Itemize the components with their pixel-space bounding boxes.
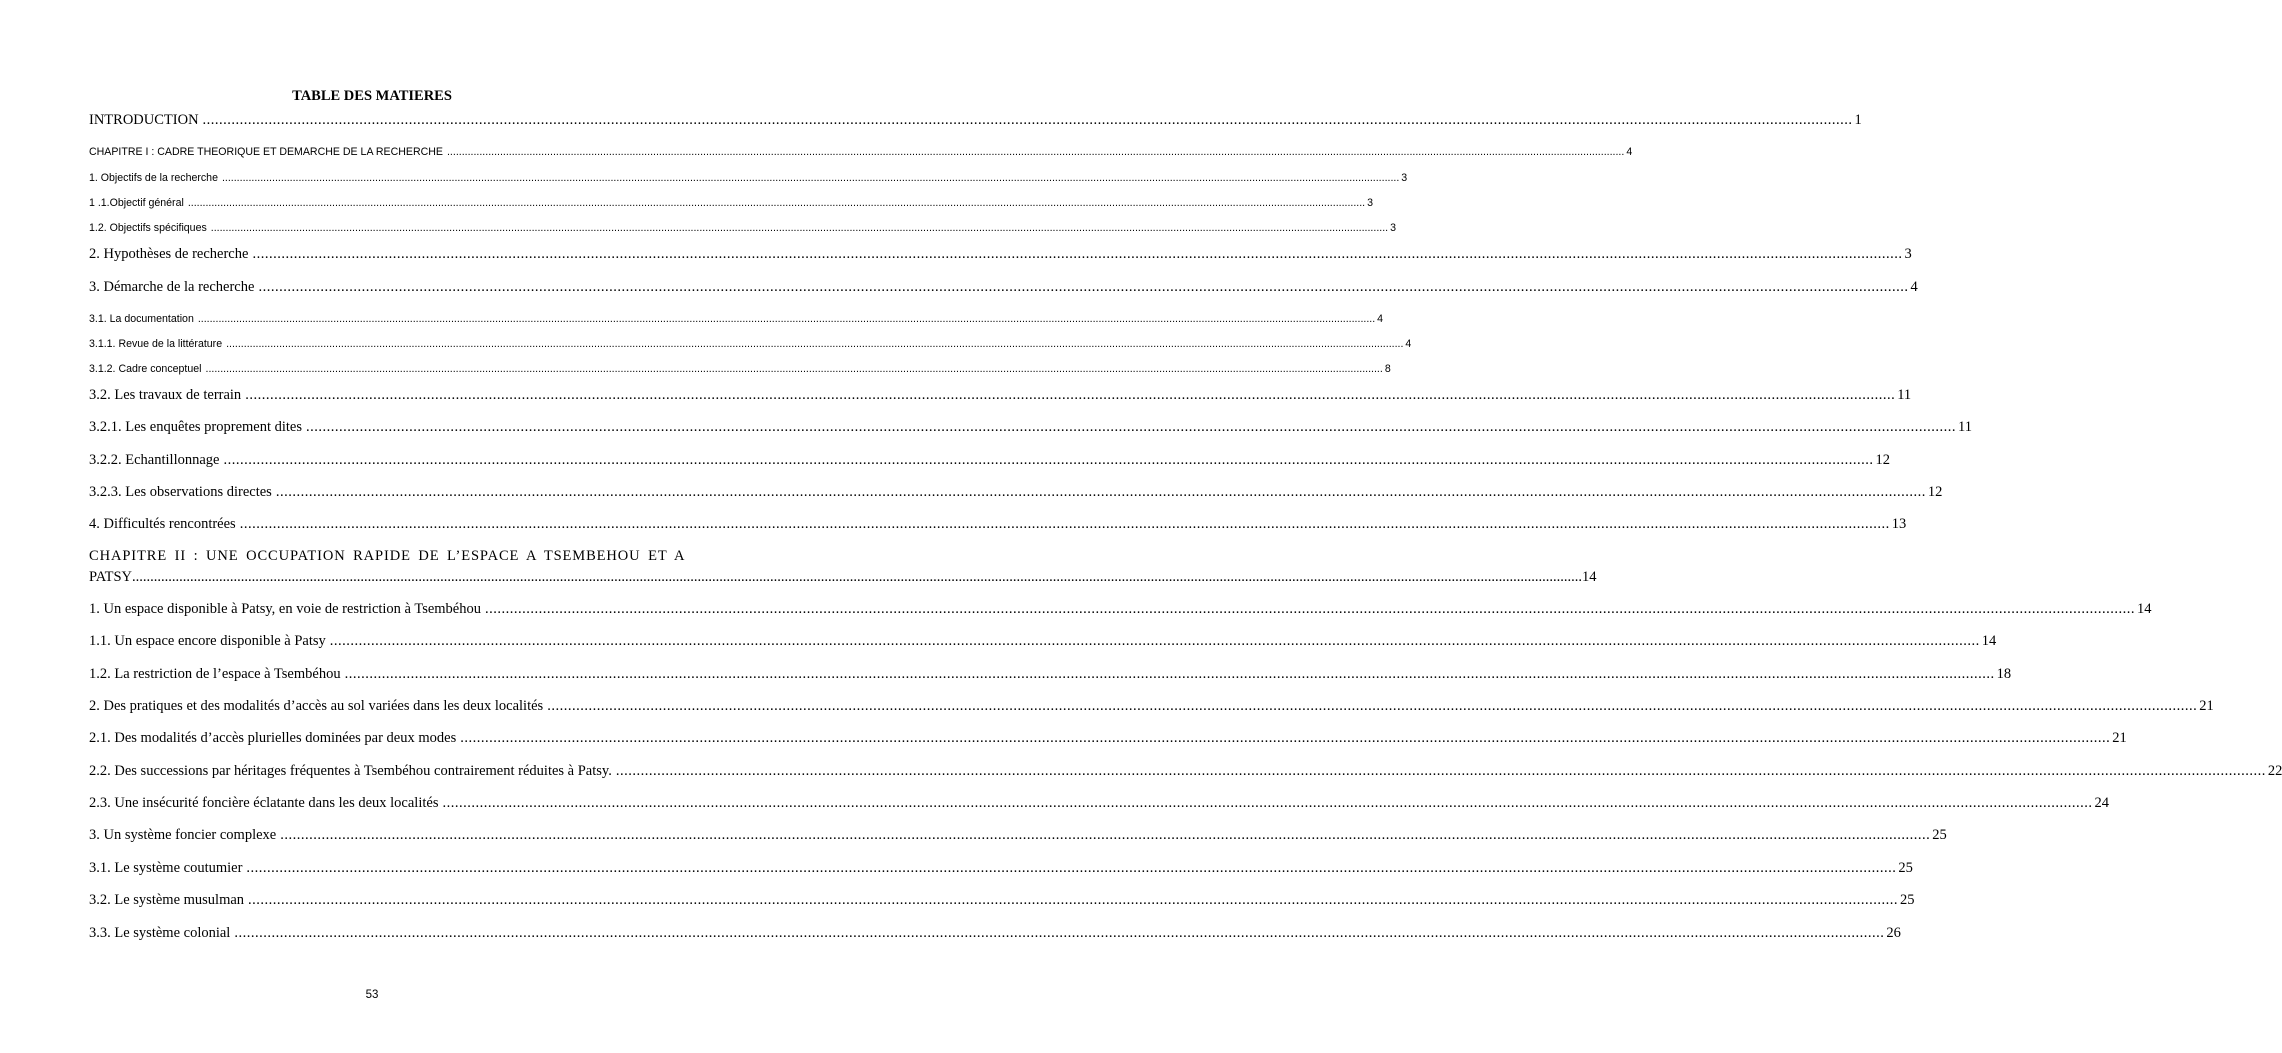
toc-entry-page: 3 [1401,172,1408,184]
dot-leader: ................................................................................................................................................................................................................................................................................................................................................................................................................ [223,452,1874,468]
toc-entry-label: 3. Un système foncier complexe [89,827,277,843]
toc-entry-page: 14 [1582,569,1597,585]
dot-leader: ................................................................................................................................................................................................................................................................................................................................................................................................................ [226,338,1404,350]
toc-entry[interactable] [89,222,1397,234]
toc-entry-page: 4 [1405,338,1412,350]
toc-entry-label: 1.2. La restriction de l’espace à Tsembéhou [89,666,341,682]
toc-entry-page: 25 [1932,827,1947,843]
toc-entry-label: 1. Objectifs de la recherche [89,172,218,184]
toc-entry-page: 4 [1626,146,1633,158]
toc-entry[interactable] [89,112,1862,129]
dot-leader: ................................................................................................................................................................................................................................................................................................................................................................................................................ [280,827,1931,843]
toc-entry[interactable] [89,172,1408,184]
toc-entry-page: 25 [1898,860,1913,876]
toc-entry-page: 21 [2199,698,2214,714]
toc-entry[interactable] [89,633,1997,650]
toc-entry-label: 3.1.1. Revue de la littérature [89,338,223,350]
dot-leader: ................................................................................................................................................................................................................................................................................................................................................................................................................ [485,601,2135,617]
toc-entry-page: 8 [1384,363,1391,375]
dot-leader: ................................................................................................................................................................................................................................................................................................................................................................................................................ [275,484,1926,500]
toc-entry[interactable] [89,860,1913,877]
dot-leader: ................................................................................................................................................................................................................................................................................................................................................................................................................ [132,569,1582,585]
toc-entry-page: 12 [1875,452,1890,468]
toc-entry[interactable] [89,246,1912,263]
page-number: 53 [365,989,379,1001]
toc-entry[interactable] [89,197,1374,209]
toc-entry-label: 3.2.2. Echantillonnage [89,452,220,468]
toc-entry-label: CHAPITRE II : UNE OCCUPATION RAPIDE DE L’ESPACE A TSEMBEHOU ET A [89,548,686,564]
toc-entry[interactable] [89,363,1391,375]
toc-entry[interactable] [89,601,2152,618]
toc-entry-label: 2. Des pratiques et des modalités d’accès au sol variées dans les deux localités [89,698,544,714]
toc-entry-label: INTRODUCTION [89,112,199,128]
toc-entry-page: 25 [1900,892,1915,908]
toc-title: TABLE DES MATIERES [292,88,452,104]
toc-entry[interactable] [89,313,1384,325]
toc-entry-label: 3.2. Le système musulman [89,892,245,908]
toc-entry[interactable] [89,666,2012,683]
toc-entry-page: 4 [1377,313,1384,325]
toc-entry-page: 14 [2137,601,2152,617]
toc-entry-label: 3. Démarche de la recherche [89,279,255,295]
dot-leader: ................................................................................................................................................................................................................................................................................................................................................................................................................ [187,197,1366,209]
toc-entry-page: 3 [1390,222,1397,234]
toc-entry-label: 3.1. La documentation [89,313,194,325]
dot-leader: ................................................................................................................................................................................................................................................................................................................................................................................................................ [329,633,1980,649]
dot-leader: ................................................................................................................................................................................................................................................................................................................................................................................................................ [258,279,1909,295]
toc-entry-label: 3.1.2. Cadre conceptuel [89,363,202,375]
toc-entry-page: 13 [1891,516,1907,532]
toc-entry-label: CHAPITRE I : CADRE THEORIQUE ET DEMARCHE DE LA RECHERCHE [89,146,443,158]
dot-leader: ................................................................................................................................................................................................................................................................................................................................................................................................................ [547,698,2198,714]
dot-leader: ................................................................................................................................................................................................................................................................................................................................................................................................................ [446,146,1625,158]
toc-entry-page: 18 [1996,666,2012,682]
toc-entry-page: 24 [2094,795,2109,811]
toc-entry-page: 4 [1910,279,1918,295]
toc-entry[interactable] [89,146,1633,158]
toc-entry-label: 1 .1.Objectif général [89,197,184,209]
toc-entry-label: 1.2. Objectifs spécifiques [89,222,207,234]
toc-entry-label: 3.2. Les travaux de terrain [89,387,242,403]
toc-entry-page: 1 [1854,112,1862,128]
dot-leader: ................................................................................................................................................................................................................................................................................................................................................................................................................ [344,666,1995,682]
toc-entry[interactable] [89,279,1918,296]
toc-entry-label: 2. Hypothèses de recherche [89,246,249,262]
toc-entry-page: 3 [1367,197,1374,209]
dot-leader: ................................................................................................................................................................................................................................................................................................................................................................................................................ [239,516,1890,532]
dot-leader: ................................................................................................................................................................................................................................................................................................................................................................................................................ [246,860,1897,876]
toc-entry-label: 2.1. Des modalités d’accès plurielles dominées par deux modes [89,730,457,746]
dot-leader: ................................................................................................................................................................................................................................................................................................................................................................................................................ [234,925,1885,941]
toc-entry-label: 3.2.1. Les enquêtes proprement dites [89,419,303,435]
dot-leader: ................................................................................................................................................................................................................................................................................................................................................................................................................ [306,419,1957,435]
dot-leader: ................................................................................................................................................................................................................................................................................................................................................................................................................ [205,363,1383,375]
toc-entry[interactable] [89,516,1907,533]
toc-entry-label-continued: PATSY [89,569,132,585]
toc-entry[interactable] [89,338,1412,350]
dot-leader: ................................................................................................................................................................................................................................................................................................................................................................................................................ [252,246,1903,262]
toc-entry-page: 3 [1904,246,1912,262]
toc-entry-page: 21 [2112,730,2127,746]
toc-entry-page: 11 [1958,419,1972,435]
dot-leader: ................................................................................................................................................................................................................................................................................................................................................................................................................ [221,172,1400,184]
dot-leader: ................................................................................................................................................................................................................................................................................................................................................................................................................ [197,313,1376,325]
toc-entry[interactable] [89,763,2282,780]
dot-leader: ................................................................................................................................................................................................................................................................................................................................................................................................................ [202,112,1853,128]
toc-entry-label: 1.1. Un espace encore disponible à Patsy [89,633,326,649]
toc-entry-page: 26 [1886,925,1901,941]
dot-leader: ................................................................................................................................................................................................................................................................................................................................................................................................................ [442,795,2093,811]
toc-entry[interactable] [89,795,2109,812]
dot-leader: ................................................................................................................................................................................................................................................................................................................................................................................................................ [615,763,2266,779]
toc-entry[interactable] [89,452,1890,469]
toc-entry-label: 3.2.3. Les observations directes [89,484,272,500]
toc-entry[interactable] [89,419,1972,436]
toc-entry[interactable] [89,698,2214,715]
toc-entry-label: 1. Un espace disponible à Patsy, en voie de restriction à Tsembéhou [89,601,481,617]
dot-leader: ................................................................................................................................................................................................................................................................................................................................................................................................................ [460,730,2111,746]
toc-entry-page: 14 [1981,633,1997,649]
toc-entry-label: 2.3. Une insécurité foncière éclatante dans les deux localités [89,795,439,811]
dot-leader: ................................................................................................................................................................................................................................................................................................................................................................................................................ [248,892,1899,908]
toc-entry[interactable] [89,892,1915,909]
toc-entry-label: 3.1. Le système coutumier [89,860,243,876]
toc-entry-label: 4. Difficultés rencontrées [89,516,236,532]
toc-entry[interactable] [89,387,1912,404]
toc-entry[interactable] [89,925,1901,942]
dot-leader: ................................................................................................................................................................................................................................................................................................................................................................................................................ [245,387,1896,403]
toc-entry-page: 11 [1897,387,1912,403]
toc-entry[interactable] [89,827,1947,844]
toc-entry-chapter-2[interactable] [89,548,1597,586]
toc-entry[interactable] [89,730,2127,747]
toc-entry[interactable] [89,484,1943,501]
toc-entry-label: 3.3. Le système colonial [89,925,231,941]
toc-entry-label: 2.2. Des successions par héritages fréquentes à Tsembéhou contrairement réduites à Patsy. [89,763,612,779]
toc-entry-page: 22 [2267,763,2282,779]
dot-leader: ................................................................................................................................................................................................................................................................................................................................................................................................................ [210,222,1389,234]
toc-entry-page: 12 [1927,484,1943,500]
